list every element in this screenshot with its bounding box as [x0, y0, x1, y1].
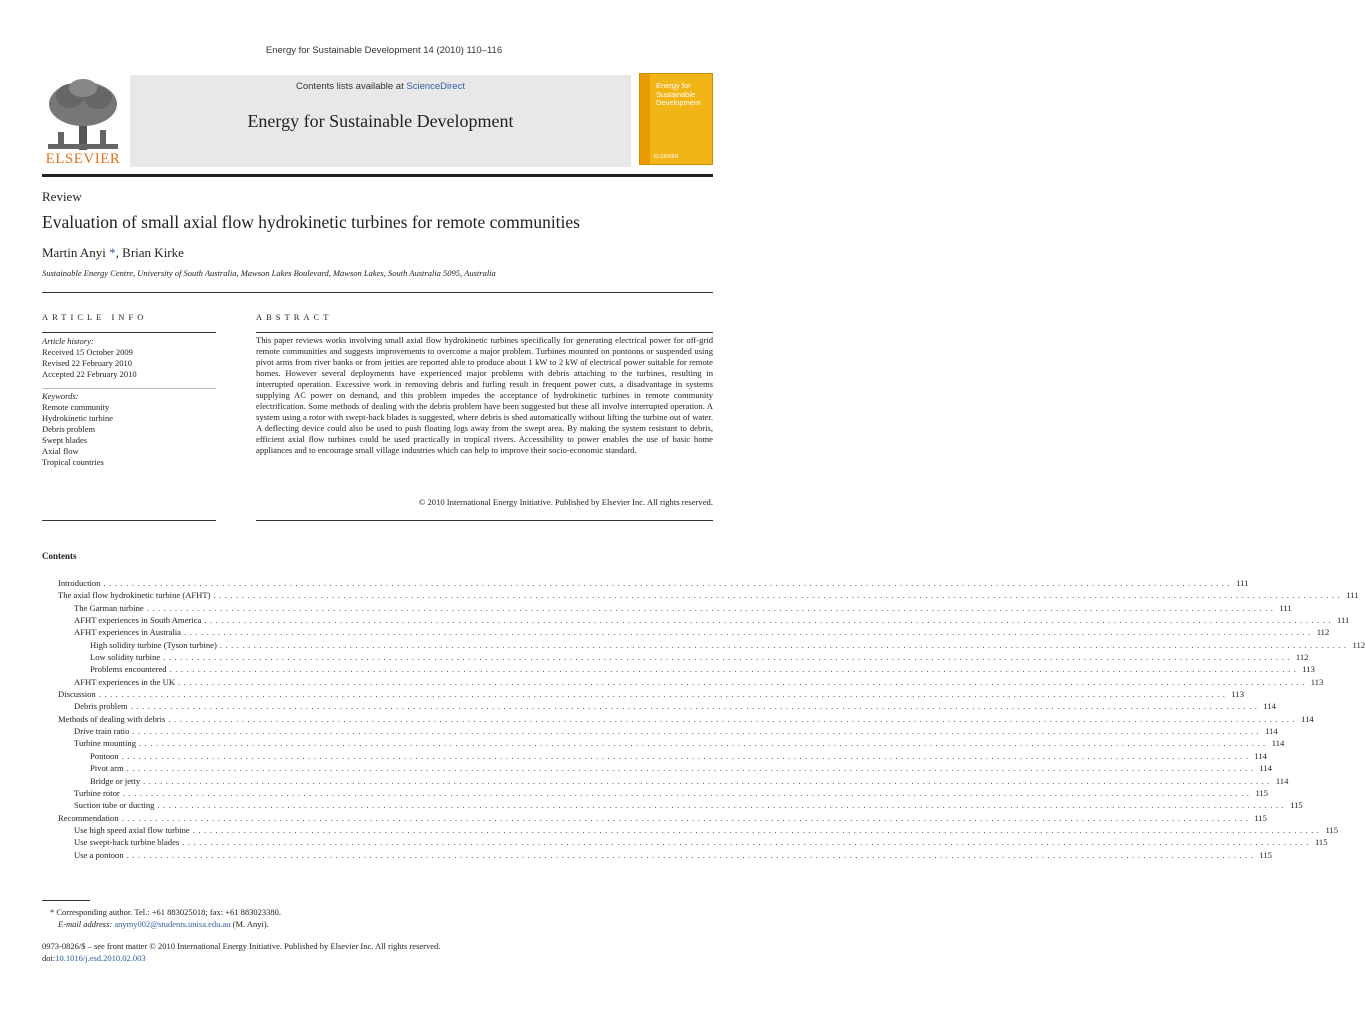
toc-entry-page: 112 [1295, 652, 1309, 663]
footnote-text: Corresponding author. Tel.: +61 883025018; fax: +61 883023380. [56, 907, 281, 917]
journal-title: Energy for Sustainable Development [247, 111, 514, 131]
toc-entry-label: AFHT experiences in South America [74, 615, 202, 626]
toc-entry-page: 113 [1310, 676, 1324, 687]
issn-line: 0973-0826/$ – see front matter © 2010 International Energy Initiative. Published by Elsevier Inc. All rights reserved. [42, 941, 441, 951]
author-name: , Brian Kirke [115, 245, 184, 260]
toc-entry[interactable] [42, 800, 1303, 812]
keywords-label: Keywords: [42, 391, 79, 401]
footnote-mark: * [50, 907, 55, 917]
toc-entry[interactable] [42, 627, 1330, 639]
toc-entry-label: Use high speed axial flow turbine [74, 824, 190, 835]
abstract-rule [256, 332, 713, 333]
toc-leader-dots: ........................................................................................................................................................................................................ [143, 775, 1273, 786]
author-name: Martin Anyi [42, 245, 106, 260]
toc-entry[interactable] [42, 639, 1365, 652]
toc-entry-page: 114 [1259, 763, 1272, 774]
toc-entry[interactable] [42, 713, 1314, 726]
toc-entry[interactable] [42, 787, 1269, 800]
toc-leader-dots: ........................................................................................................................................................................................................ [192, 824, 1323, 835]
toc-entry-page: 114 [1301, 713, 1314, 724]
article-type: Review [42, 189, 82, 204]
history-label: Article history: [42, 336, 94, 346]
toc-entry[interactable] [42, 824, 1339, 837]
toc-leader-dots: ........................................................................................................................................................................................................ [204, 615, 1334, 626]
toc-entry-label: Bridge or jetty [90, 775, 141, 786]
abstract-text: This paper reviews works involving small axial flow hydrokinetic turbines specifically for generating electrical power for off-grid remote communities and suggests improvements to overcome a major problem. Turbines mounted on pontoons or suspended using pivot arms from river banks or from jetties are reported able to produce about 1 kW to 2 kW of electrical power suitable for remote homes. However several deployments have experienced major problems with debris attaching to the turbines, resulting in interrupted operation. Excessive work in removing debris and furling result in frequent power cuts, a disadvantage in systems supplying AC power on demand, and this problem impedes the acceptance of hydrokinetic turbines in remote community electrification. Some methods of dealing with the debris problem have been suggested but these all involve interrupted operation. A system using a rotor with swept-back blades is suggested, where debris is shed automatically without lifting the turbine out of water. A deflecting device could also be used to push floating logs away from the swept area. By making the system resistant to debris, efficient axial flow turbines could be used practically in tropical rivers. Accessibility to power enables the use of basic home appliances and to encourage small village industries which can help to improve their socio-economic standard. [256, 335, 713, 456]
cover-strip [640, 74, 650, 164]
publisher-logo-text: ELSEVIER [45, 151, 121, 167]
toc-entry-page: 115 [1259, 849, 1272, 860]
toc-leader-dots: ........................................................................................................................................................................................................ [213, 590, 1344, 601]
toc-entry-label: High solidity turbine (Tyson turbine) [90, 639, 217, 650]
toc-entry-page: 114 [1254, 750, 1267, 761]
toc-leader-dots: ........................................................................................................................................................................................................ [168, 713, 1299, 724]
toc-entry-label: Low solidity turbine [90, 652, 161, 663]
contents-available-text: Contents lists available at [296, 81, 404, 92]
toc-entry-page: 111 [1279, 602, 1292, 613]
email-link[interactable]: anymy002@students.unisa.edu.au [114, 919, 231, 929]
toc-entry-page: 112 [1316, 627, 1330, 638]
toc-entry[interactable] [42, 590, 1359, 602]
toc-entry[interactable] [42, 726, 1278, 738]
toc-entry[interactable] [42, 738, 1285, 750]
toc-entry-page: 111 [1236, 578, 1249, 588]
toc-leader-dots: ........................................................................................................................................................................................................ [178, 676, 1308, 687]
toc-leader-dots: ........................................................................................................................................................................................................ [132, 726, 1263, 737]
toc-entry[interactable] [42, 837, 1328, 849]
toc-leader-dots: ........................................................................................................................................................................................................ [121, 750, 1252, 761]
toc-leader-dots: ........................................................................................................................................................................................................ [103, 578, 1234, 588]
toc-entry-label: AFHT experiences in the UK [74, 676, 176, 687]
toc-entry[interactable] [42, 775, 1289, 788]
toc-entry[interactable] [42, 750, 1267, 763]
toc-entry-label: Drive train ratio [74, 726, 130, 737]
toc-entry-page: 113 [1302, 664, 1315, 675]
toc-leader-dots: ........................................................................................................................................................................................................ [126, 763, 1257, 774]
toc-entry-page: 112 [1352, 639, 1365, 650]
toc-leader-dots: ........................................................................................................................................................................................................ [139, 738, 1269, 749]
journal-cover [639, 73, 713, 165]
toc-entry-page: 111 [1346, 590, 1359, 601]
abstract-copyright: © 2010 International Energy Initiative. Published by Elsevier Inc. All rights reserved. [418, 497, 713, 507]
toc-entry-label: AFHT experiences in Australia [74, 627, 181, 638]
toc-leader-dots: ........................................................................................................................................................................................................ [126, 849, 1257, 860]
doi-link[interactable]: 10.1016/j.esd.2010.02.003 [55, 953, 146, 963]
toc-entry-page: 115 [1325, 824, 1339, 835]
toc-leader-dots: ........................................................................................................................................................................................................ [182, 837, 1312, 848]
email-suffix: (M. Anyi). [232, 919, 269, 929]
header-rule [42, 174, 713, 177]
toc-entry-label: Problems encountered [90, 664, 167, 675]
running-header: Energy for Sustainable Development 14 (2010) 110–116 [265, 45, 503, 56]
toc-entry-page: 114 [1271, 738, 1285, 749]
toc-leader-dots: ........................................................................................................................................................................................................ [163, 652, 1293, 663]
contents-available [130, 81, 631, 92]
article-title: Evaluation of small axial flow hydrokinetic turbines for remote communities [42, 212, 580, 232]
article-info-heading: ARTICLE INFO [42, 312, 148, 322]
sciencedirect-link[interactable]: ScienceDirect [406, 81, 465, 92]
toc-entry[interactable] [42, 676, 1324, 689]
footnote-rule [42, 900, 90, 901]
toc-leader-dots: ........................................................................................................................................................................................................ [122, 787, 1253, 798]
toc-entry[interactable] [42, 763, 1272, 775]
toc-entry[interactable] [42, 615, 1350, 627]
info-rule [42, 332, 216, 333]
history-revised: Revised 22 February 2010 [42, 358, 132, 368]
toc-entry-label: Debris problem [74, 701, 128, 712]
info-divider [42, 388, 216, 389]
toc-entry[interactable] [42, 849, 1272, 862]
toc-entry[interactable] [42, 812, 1267, 825]
keyword: Swept blades [42, 435, 88, 445]
toc-entry[interactable] [42, 652, 1309, 664]
history-received: Received 15 October 2009 [42, 347, 133, 357]
toc-entry-page: 113 [1231, 689, 1244, 700]
author-list [42, 245, 184, 261]
keyword: Hydrokinetic turbine [42, 413, 114, 423]
toc-leader-dots: ........................................................................................................................................................................................................ [219, 639, 1350, 650]
keyword: Remote community [42, 402, 110, 412]
history-accepted: Accepted 22 February 2010 [42, 369, 137, 379]
toc-entry-page: 114 [1265, 726, 1278, 737]
toc-leader-dots: ........................................................................................................................................................................................................ [146, 602, 1277, 613]
toc-entry[interactable] [42, 701, 1276, 713]
toc-leader-dots: ........................................................................................................................................................................................................ [184, 627, 1314, 638]
keyword: Tropical countries [42, 457, 104, 467]
article-history [42, 336, 216, 380]
toc-entry-page: 115 [1314, 837, 1328, 848]
keyword: Debris problem [42, 424, 96, 434]
toc-entry-label: Methods of dealing with debris [58, 713, 166, 724]
toc-entry-page: 114 [1263, 701, 1276, 712]
toc-entry-page: 115 [1254, 812, 1267, 823]
toc-entry[interactable] [42, 664, 1315, 676]
toc-entry[interactable] [42, 602, 1292, 615]
abstract-heading: ABSTRACT [256, 312, 333, 322]
toc-entry-label: Discussion [58, 689, 96, 700]
info-bottom-rule [42, 520, 216, 521]
keywords [42, 391, 216, 468]
toc-entry-label: The Garman turbine [74, 602, 144, 613]
footnote-email [58, 919, 269, 929]
cover-logo: ELSEVIER [654, 154, 679, 160]
keyword: Axial flow [42, 446, 79, 456]
toc-entry-label: Use a pontoon [74, 849, 124, 860]
cover-title: Energy for Sustainable Development [656, 81, 701, 107]
table-of-contents [42, 578, 1365, 862]
toc-leader-dots: ........................................................................................................................................................................................................ [169, 664, 1300, 675]
footnote-corresponding [50, 907, 281, 917]
toc-entry-label: Use swept-back turbine blades [74, 837, 180, 848]
toc-leader-dots: ........................................................................................................................................................................................................ [98, 689, 1229, 700]
toc-leader-dots: ........................................................................................................................................................................................................ [121, 812, 1252, 823]
abstract-bottom-rule [256, 520, 713, 521]
toc-entry-label: Recommendation [58, 812, 119, 823]
affiliation: Sustainable Energy Centre, University of South Australia, Mawson Lakes Boulevard, Mawson Lakes, South Australia 5095, Australia [42, 268, 496, 278]
contents-heading: Contents [42, 551, 77, 561]
toc-entry-label: Introduction [58, 578, 101, 588]
toc-entry-label: Pontoon [90, 750, 119, 761]
toc-entry[interactable] [42, 578, 1249, 590]
toc-entry-page: 115 [1290, 800, 1303, 811]
corresponding-author-mark[interactable]: * [109, 245, 116, 260]
email-label: E-mail address: [58, 919, 113, 929]
title-rule [42, 292, 713, 293]
doi-prefix: doi: [42, 953, 56, 963]
toc-entry-label: Suction tube or ducting [74, 800, 155, 811]
toc-entry-page: 114 [1275, 775, 1289, 786]
toc-entry-label: Turbine rotor [74, 787, 120, 798]
toc-leader-dots: ........................................................................................................................................................................................................ [157, 800, 1288, 811]
toc-leader-dots: ........................................................................................................................................................................................................ [130, 701, 1261, 712]
toc-entry[interactable] [42, 689, 1244, 701]
toc-entry-page: 111 [1336, 615, 1350, 626]
toc-entry-label: The axial flow hydrokinetic turbine (AFHT) [58, 590, 211, 601]
toc-entry-label: Pivot arm [90, 763, 124, 774]
toc-entry-label: Turbine mounting [74, 738, 136, 749]
doi-line [42, 953, 146, 963]
toc-entry-page: 115 [1255, 787, 1269, 798]
